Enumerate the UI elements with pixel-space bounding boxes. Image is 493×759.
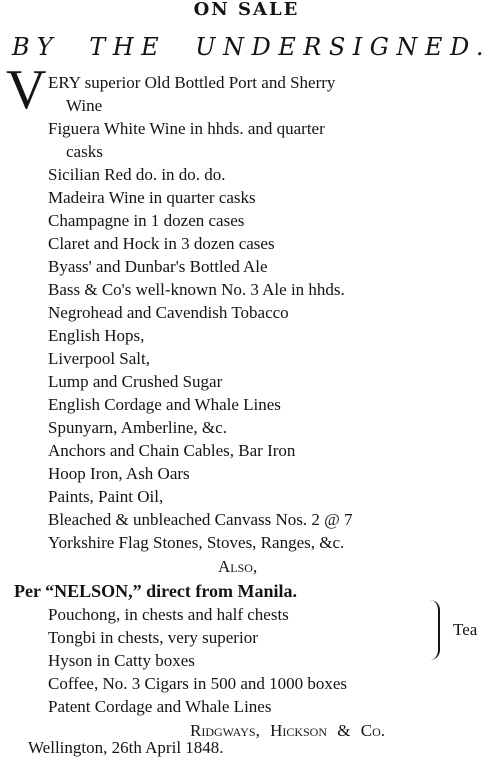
goods-line: Claret and Hock in 3 dozen cases: [48, 234, 275, 253]
subheading-by-the-undersigned: BY THE UNDERSIGNED.: [12, 33, 491, 61]
goods-line: Sicilian Red do. in do. do.: [48, 165, 226, 184]
tea-line: Hyson in Catty boxes: [48, 651, 195, 670]
drop-cap-letter: V: [6, 59, 47, 121]
heading-on-sale: ON SALE: [193, 0, 300, 20]
goods-line: Negrohead and Cavendish Tobacco: [48, 303, 289, 322]
goods-line: Bleached & unbleached Canvass Nos. 2 @ 7: [48, 510, 353, 529]
goods-line: Patent Cordage and Whale Lines: [48, 697, 272, 716]
goods-line: Bass & Co's well-known No. 3 Ale in hhds.: [48, 280, 345, 299]
goods-line: Paints, Paint Oil,: [48, 487, 164, 506]
goods-line: casks: [66, 142, 103, 161]
tea-label: Tea: [453, 620, 478, 639]
tea-brace: [426, 600, 440, 660]
signature: Ridgways, Hickson & Co.: [190, 721, 385, 740]
dateline: Wellington, 26th April 1848.: [28, 738, 224, 757]
goods-line: Madeira Wine in quarter casks: [48, 188, 256, 207]
goods-line: English Cordage and Whale Lines: [48, 395, 281, 414]
goods-line: Figuera White Wine in hhds. and quarter: [48, 119, 325, 138]
also-label: Also,: [218, 557, 258, 576]
goods-line: Champagne in 1 dozen cases: [48, 211, 245, 230]
goods-line: English Hops,: [48, 326, 145, 345]
goods-line: Coffee, No. 3 Cigars in 500 and 1000 boxes: [48, 674, 348, 693]
tea-line: Pouchong, in chests and half chests: [48, 605, 289, 624]
goods-line: Anchors and Chain Cables, Bar Iron: [48, 441, 296, 460]
shipment-heading: Per “NELSON,” direct from Manila.: [14, 581, 297, 601]
goods-line: Spunyarn, Amberline, &c.: [48, 418, 227, 437]
goods-line: Lump and Crushed Sugar: [48, 372, 223, 391]
goods-line: Liverpool Salt,: [48, 349, 150, 368]
goods-line-port-sherry-cont: Wine: [66, 96, 103, 115]
tea-line: Tongbi in chests, very superior: [48, 628, 258, 647]
goods-line: Yorkshire Flag Stones, Stoves, Ranges, &c.: [48, 533, 345, 552]
goods-line-port-sherry: ERY superior Old Bottled Port and Sherry: [48, 73, 336, 92]
goods-line: Byass' and Dunbar's Bottled Ale: [48, 257, 268, 276]
goods-line: Hoop Iron, Ash Oars: [48, 464, 190, 483]
